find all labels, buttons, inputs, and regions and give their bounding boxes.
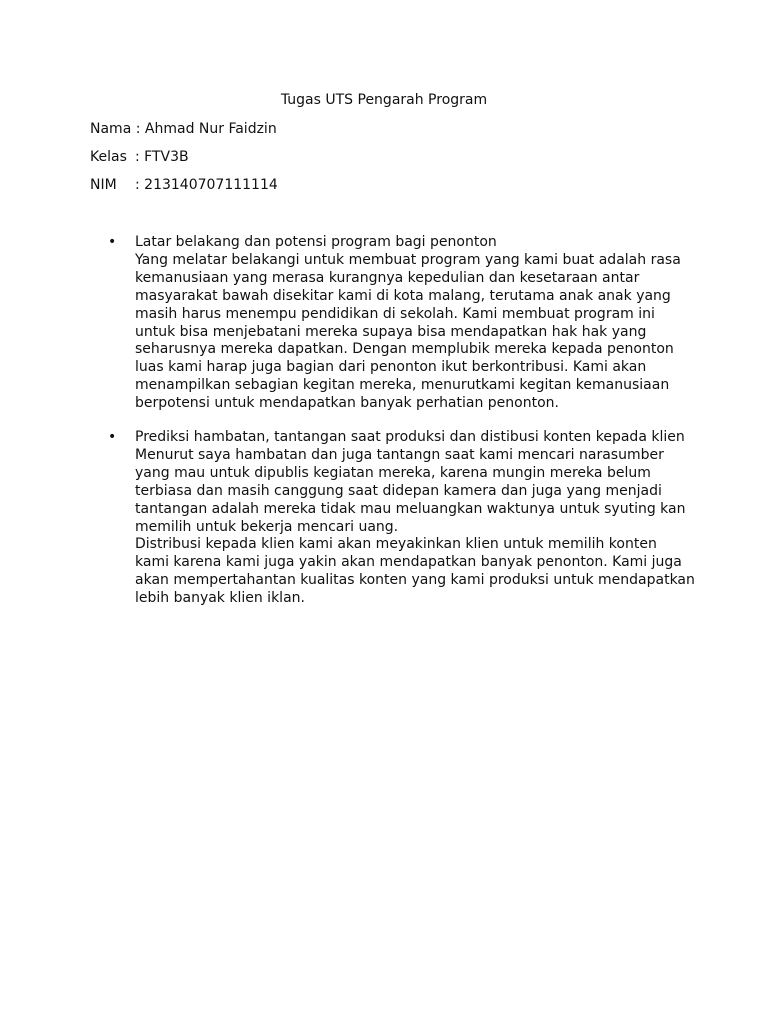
info-row-kelas: [90, 148, 189, 167]
section-paragraph: Yang melatar belakangi untuk membuat program yang kami buat adalah rasa kemanusiaan yang merasa kurangnya kepedulian dan kesetaraan antar masyarakat bawah disekitar kami di kota malang, terutama anak anak yang masih harus menempu pendidikan di sekolah. Kami membuat program ini untuk bisa menjebatani mereka supaya bisa mendapatkan hak hak yang seharusnya mereka dapatkan. Dengan memplubik mereka kepada penonton luas kami harap juga bagian dari penonton ikut berkontribusi. Kami akan menampilkan sebagian kegitan mereka, menurutkami kegitan kemanusiaan berpotensi untuk mendapatkan banyak perhatian penonton.: [135, 251, 681, 412]
info-row-nama: [90, 120, 277, 139]
section-heading: Prediksi hambatan, tantangan saat produksi dan distibusi konten kepada klien: [135, 429, 685, 445]
section-paragraph: Menurut saya hambatan dan juga tantangn saat kami mencari narasumber yang mau untuk dipublis kegiatan mereka, karena mungin mereka belum terbiasa dan masih canggung saat didepan kamera dan juga yang menjadi tantangan adalah mereka tidak mau meluangkan waktunya untuk syuting kan memilih untuk bekerja mencari uang.: [135, 446, 686, 535]
bullet-icon: •: [108, 234, 117, 250]
info-row-nim: [90, 176, 278, 195]
nim-value: : 213140707111114: [135, 177, 278, 193]
document-title: Tugas UTS Pengarah Program: [280, 92, 488, 108]
section-latar-belakang: [108, 234, 695, 413]
kelas-label: Kelas: [90, 149, 127, 165]
section-heading: Latar belakang dan potensi program bagi penonton: [135, 234, 497, 250]
section-prediksi-hambatan: [108, 429, 695, 608]
nim-label: NIM: [90, 177, 117, 193]
bullet-icon: •: [108, 429, 117, 445]
kelas-value: : FTV3B: [135, 149, 189, 165]
section-paragraph: Distribusi kepada klien kami akan meyakinkan klien untuk memilih konten kami karena kami juga yakin akan mendapatkan banyak penonton. Kami juga akan mempertahantan kualitas konten yang kami produksi untuk mendapatkan lebih banyak klien iklan.: [135, 536, 695, 607]
nama-label: Nama: [90, 121, 132, 137]
nama-value: : Ahmad Nur Faidzin: [135, 121, 277, 137]
